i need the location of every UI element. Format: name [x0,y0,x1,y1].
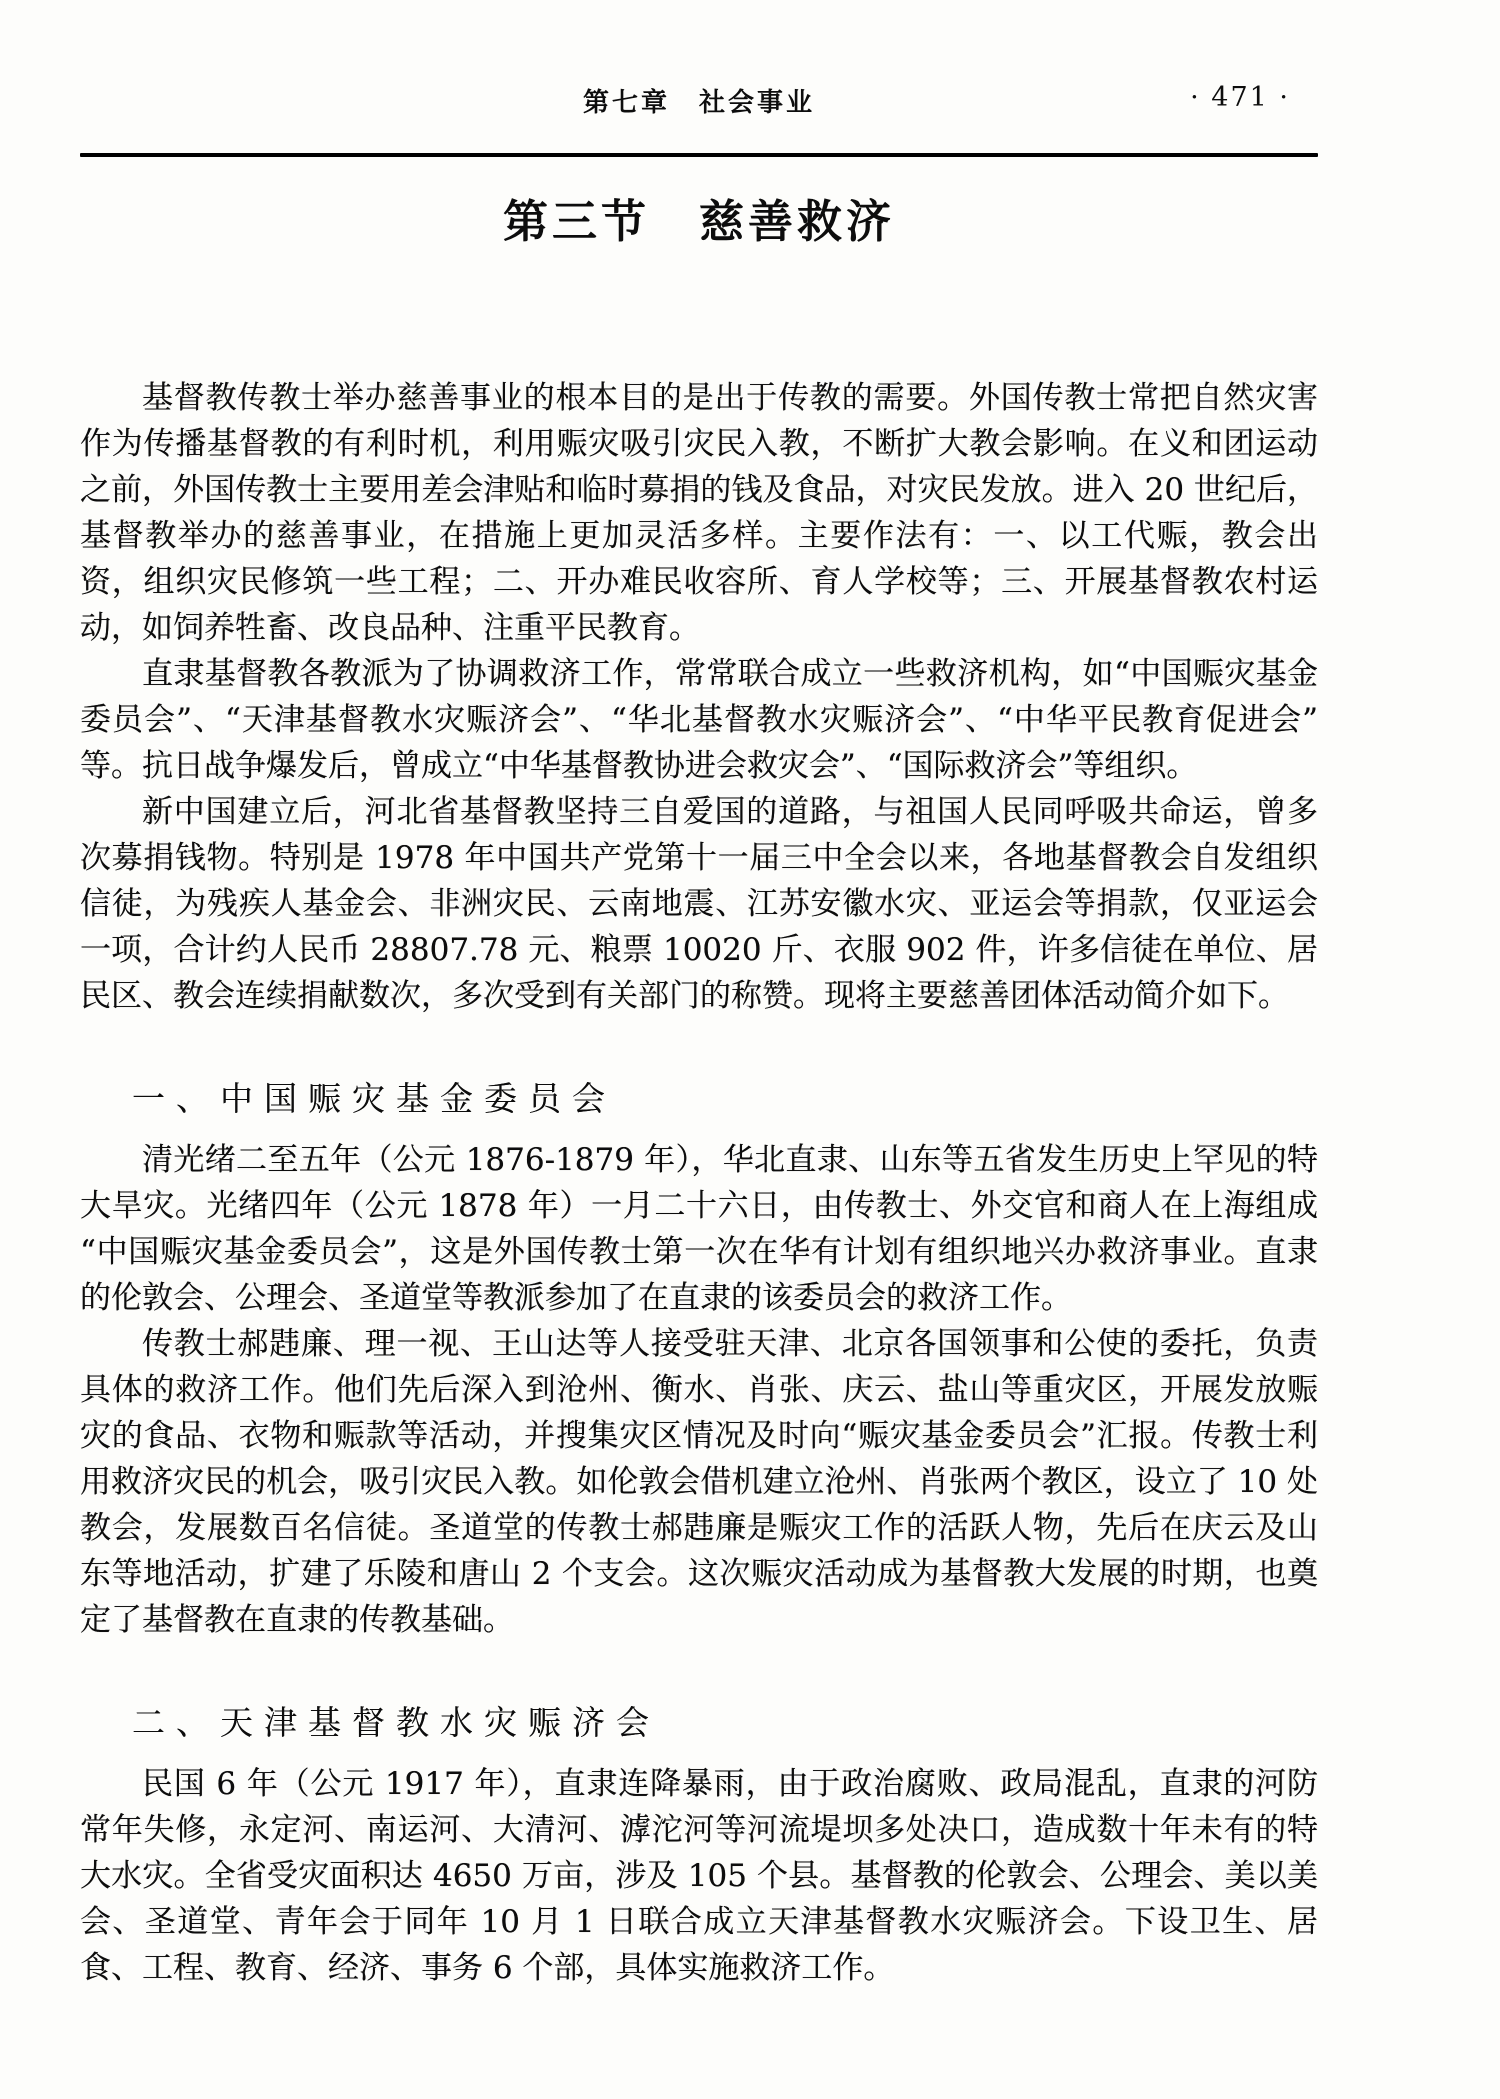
body-text [80,375,1318,1991]
section-title: 第三节 慈善救济 [502,195,895,248]
section2-paragraph-1: 民国 6 年（公元 1917 年），直隶连降暴雨，由于政治腐败、政局混乱，直隶的河防常年失修，永定河、南运河、大清河、滹沱河等河流堤坝多处决口，造成数十年未有的特大水灾。全省受灾面积达 4650 万亩，涉及 105 个县。基督教的伦敦会、公理会、美以美会、圣道堂、青年会于同年 10 月 1 日联合成立天津基督教水灾赈济会。下设卫生、居食、工程、教育、经济、事务 6 个部，具体实施救济工作。 [80,1766,1318,1986]
page-header [80,0,1318,153]
intro-paragraph-1: 基督教传教士举办慈善事业的根本目的是出于传教的需要。外国传教士常把自然灾害作为传播基督教的有利时机，利用赈灾吸引灾民入教，不断扩大教会影响。在义和团运动之前，外国传教士主要用差会津贴和临时募捐的钱及食品，对灾民发放。进入 20 世纪后，基督教举办的慈善事业，在措施上更加灵活多样。主要作法有：一、以工代赈，教会出资，组织灾民修筑一些工程；二、开办难民收容所、育人学校等；三、开展基督教农村运动，如饲养牲畜、改良品种、注重平民教育。 [80,380,1318,646]
section1-paragraph-1: 清光绪二至五年（公元 1876-1879 年），华北直隶、山东等五省发生历史上罕见的特大旱灾。光绪四年（公元 1878 年）一月二十六日，由传教士、外交官和商人在上海组成“中国赈灾基金委员会”，这是外国传教士第一次在华有计划有组织地兴办救济事业。直隶的伦敦会、公理会、圣道堂等教派参加了在直隶的该委员会的救济工作。 [80,1142,1318,1316]
running-head-chapter-title: 第七章 社会事业 [582,88,815,118]
page-number: · 471 · [1190,82,1290,113]
section1-paragraph-2: 传教士郝韪廉、理一视、王山达等人接受驻天津、北京各国领事和公使的委托，负责具体的救济工作。他们先后深入到沧州、衡水、肖张、庆云、盐山等重灾区，开展发放赈灾的食品、衣物和赈款等活动，并搜集灾区情况及时向“赈灾基金委员会”汇报。传教士利用救济灾民的机会，吸引灾民入教。如伦敦会借机建立沧州、肖张两个教区，设立了 10 处教会，发展数百名信徒。圣道堂的传教士郝韪廉是赈灾工作的活跃人物，先后在庆云及山东等地活动，扩建了乐陵和唐山 2 个支会。这次赈灾活动成为基督教大发展的时期，也奠定了基督教在直隶的传教基础。 [80,1326,1318,1638]
header-rule [80,153,1318,157]
subsection-heading-tianjin-flood-relief-society: 二、天津基督教水灾赈济会 [132,1703,660,1742]
subsection-heading-china-relief-fund-committee: 一、中国赈灾基金委员会 [132,1079,616,1118]
intro-paragraph-3: 新中国建立后，河北省基督教坚持三自爱国的道路，与祖国人民同呼吸共命运，曾多次募捐钱物。特别是 1978 年中国共产党第十一届三中全会以来，各地基督教会自发组织信徒，为残疾人基金会、非洲灾民、云南地震、江苏安徽水灾、亚运会等捐款，仅亚运会一项，合计约人民币 28807.78 元、粮票 10020 斤、衣服 902 件，许多信徒在单位、居民区、教会连续捐献数次，多次受到有关部门的称赞。现将主要慈善团体活动简介如下。 [80,794,1318,1014]
page-content [80,0,1318,1991]
intro-paragraph-2: 直隶基督教各教派为了协调救济工作，常常联合成立一些救济机构，如“中国赈灾基金委员会”、“天津基督教水灾赈济会”、“华北基督教水灾赈济会”、“中华平民教育促进会”等。抗日战争爆发后，曾成立“中华基督教协进会救灾会”、“国际救济会”等组织。 [80,656,1318,784]
